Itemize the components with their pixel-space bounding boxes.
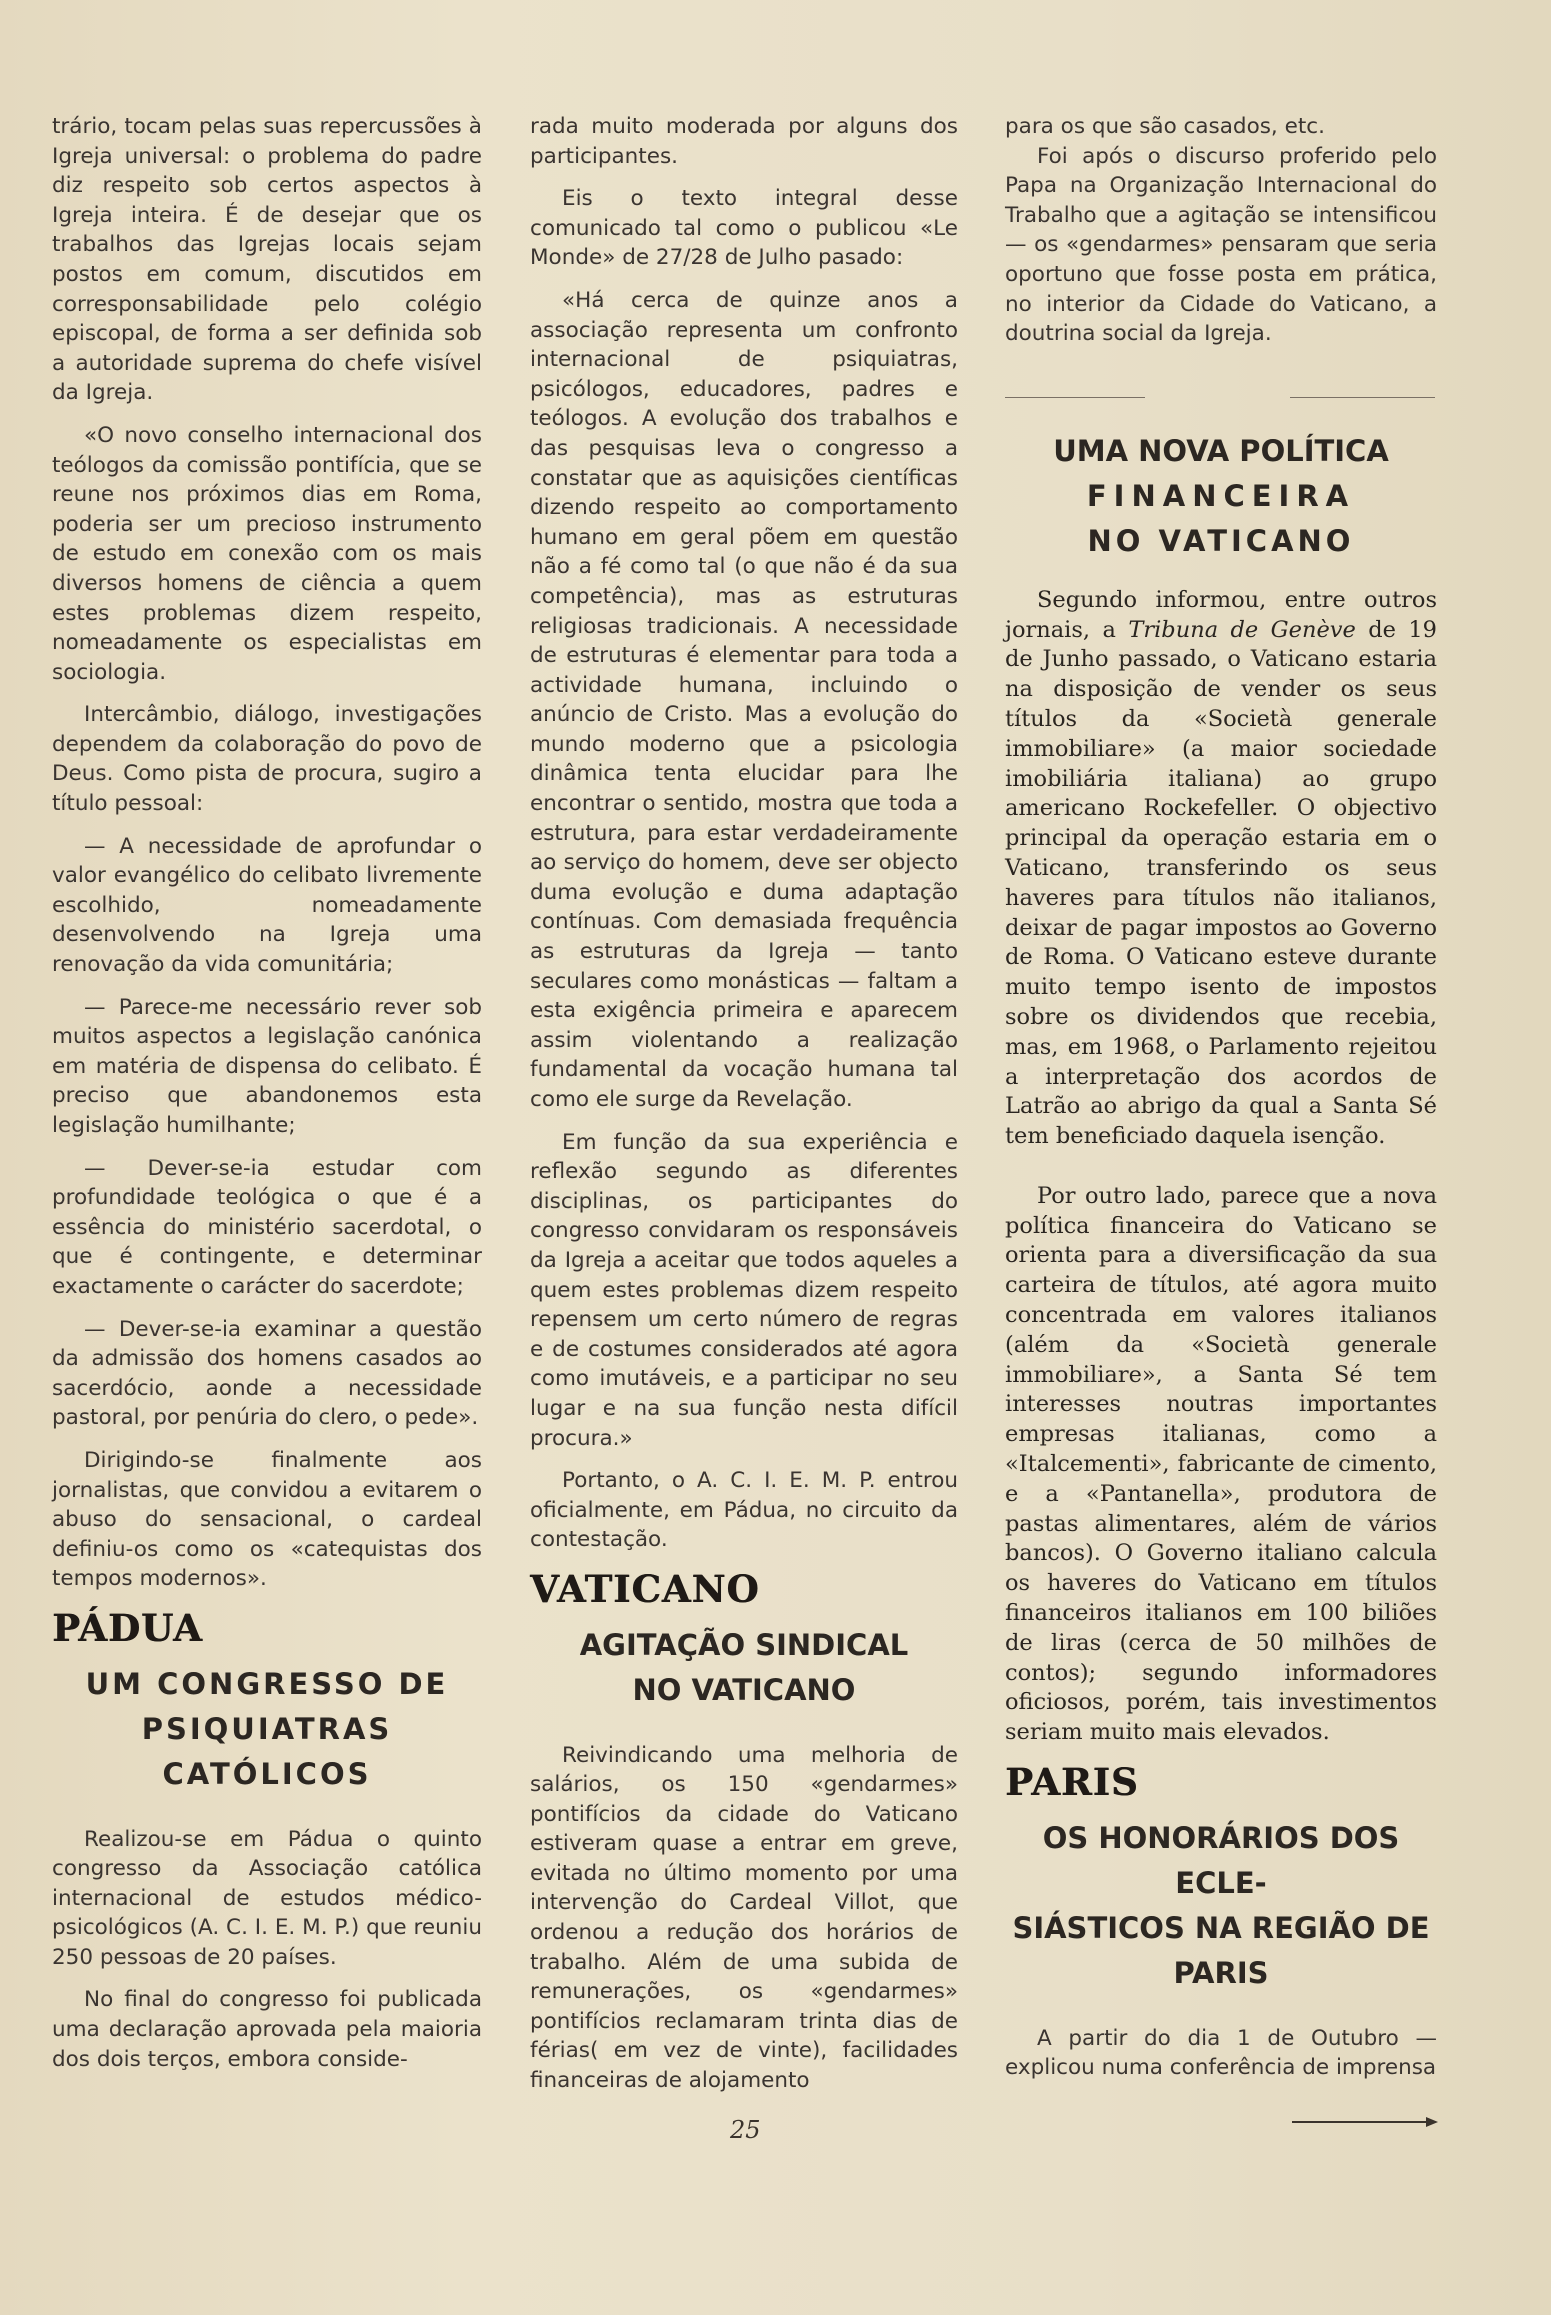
section-title-vaticano: VATICANO bbox=[530, 1566, 760, 1611]
headline-line: NO VATICANO bbox=[1087, 523, 1355, 558]
divider-rule-right bbox=[1290, 397, 1435, 398]
col2-paragraph-1: rada muito moderada por alguns dos participantes. bbox=[530, 114, 958, 169]
col3-paragraph-1: para os que são casados, etc. bbox=[1005, 114, 1325, 139]
col1-list-item-3: — Dever-se-ia estudar com profundidade teológica o que é a essência do ministério sacerdotal, o que é contingente, e determinar exactamente o carácter do sacerdote; bbox=[52, 1155, 482, 1299]
headline-line: OS HONORÁRIOS DOS ECLE- bbox=[1042, 1820, 1400, 1900]
paris-paragraph-1: A partir do dia 1 de Outubro — explicou numa conferência de imprensa bbox=[1005, 2025, 1437, 2081]
headline-line: SIÁSTICOS NA REGIÃO DE bbox=[1012, 1910, 1430, 1945]
col1-paragraph-final: Dirigindo-se finalmente aos jornalistas, que convidou a evitarem o abuso do sensacional, o cardeal definiu-os como os «catequistas dos tempos modernos». bbox=[52, 1447, 482, 1592]
section-title-padua: PÁDUA bbox=[52, 1605, 203, 1650]
headline-nova-politica-financeira bbox=[1005, 429, 1437, 564]
col1-list-item-4: — Dever-se-ia examinar a questão da admissão dos homens casados ao sacerdócio, aonde a necessidade pastoral, por penúria do clero, o pede». bbox=[52, 1316, 482, 1431]
col1-list-item-1: — A necessidade de aprofundar o valor evangélico do celibato livremente escolhido, nomeadamente desenvolvendo na Igreja uma renovação da vida comunitária; bbox=[52, 833, 482, 978]
col3-paragraph-2: Foi após o discurso proferido pelo Papa na Organização Internacional do Trabalho que a agitação se intensificou — os «gendarmes» pensaram que seria oportuno que fosse posta em prática, no interior da Cidade do Vaticano, a doutrina social da Igreja. bbox=[1005, 143, 1437, 347]
headline-line: FINANCEIRA bbox=[1086, 478, 1356, 513]
financeira-text: de 19 de Junho passado, o Vaticano estaria na disposição de vender os seus títulos da «Società generale immobiliare» (a maior sociedade imobiliária italiana) ao grupo americano Rockefeller. O objectivo principal da operação estaria em o Vaticano, transferindo os seus haveres para títulos não italianos, deixar de pagar impostos ao Governo de Roma. O Vaticano esteve durante muito tempo isento de impostos sobre os dividendos que recebia, mas, em 1968, o Parlamento rejeitou a interpretação dos acordos de Latrão ao abrigo da qual a Santa Sé tem beneficiado daquela isenção. bbox=[1005, 616, 1437, 1150]
publication-name: Tribuna de Genève bbox=[1128, 616, 1356, 643]
headline-line: NO VATICANO bbox=[632, 1672, 856, 1707]
headline-congresso-psiquiatras: UM CONGRESSO DE PSIQUIATRAS CATÓLICOS bbox=[85, 1666, 449, 1791]
page-number: 25 bbox=[730, 2116, 761, 2144]
col1-paragraph-1: trário, tocam pelas suas repercussões à Igreja universal: o problema do padre diz respeito sob certos aspectos à Igreja inteira. É de desejar que os trabalhos das Igrejas locais sejam postos em comum, discutidos em corresponsabilidade pelo colégio episcopal, de forma a ser definida sob a autoridade suprema do chefe visível da Igreja. bbox=[52, 114, 482, 406]
column-3 bbox=[1005, 112, 1437, 2096]
column-1 bbox=[52, 112, 482, 2087]
continue-arrow-icon bbox=[1290, 2112, 1440, 2132]
vaticano-paragraph-1: Reivindicando uma melhoria de salários, os 150 «gendarmes» pontifícios da cidade do Vaticano estiveram quase a entrar em greve, evitada no último momento por uma intervenção do Cardeal Villot, que ordenou a redução dos horários de trabalho. Além de uma subida de remunerações, os «gendarmes» pontifícios reclamaram trinta dias de férias( em vez de vinte), facilidades financeiras de alojamento bbox=[530, 1742, 958, 2094]
col2-quote-paragraph-1: «Há cerca de quinze anos a associação representa um confronto internacional de psiquiatras, psicólogos, educadores, padres e teólogos. A evolução dos trabalhos e das pesquisas leva o congresso a constatar que as aquisições científicas dizendo respeito ao comportamento humano em geral põem em questão não a fé como tal (o que não é da sua competência), mas as estruturas religiosas tradicionais. A necessidade de estruturas é elementar para toda a actividade humana, incluindo o anúncio de Cristo. Mas a evolução do mundo moderno que a psicologia dinâmica tenta elucidar para lhe encontrar o sentido, mostra que toda a estrutura, para estar verdadeiramente ao serviço do homem, deve ser objecto duma evolução e duma adaptação contínuas. Com demasiada frequência as estruturas da Igreja — tanto seculares como monásticas — faltam a esta exigência primeira e aparecem assim violentando a realização fundamental da vocação humana tal como ele surge da Revelação. bbox=[530, 287, 958, 1112]
section-divider bbox=[1005, 383, 1437, 413]
col1-paragraph-2: «O novo conselho internacional dos teólogos da comissão pontifícia, que se reune nos próximos dias em Roma, poderia ser um precioso instrumento de estudo em conexão com os mais diversos homens de ciência a quem estes problemas dizem respeito, nomeadamente os especialistas em sociologia. bbox=[52, 422, 482, 685]
col2-quote-paragraph-2: Em função da sua experiência e reflexão segundo as diferentes disciplinas, os participantes do congresso convidaram os responsáveis da Igreja a aceitar que todos aqueles a quem estes problemas dizem respeito repensem um certo número de regras e de costumes considerados até agora como imutáveis, e a participar no seu lugar e na sua função nesta difícil procura.» bbox=[530, 1129, 958, 1451]
col2-paragraph-final: Portanto, o A. C. I. E. M. P. entrou oficialmente, em Pádua, no circuito da contestação. bbox=[530, 1468, 958, 1553]
divider-rule-left bbox=[1005, 397, 1145, 398]
section-title-paris: PARIS bbox=[1005, 1760, 1139, 1805]
headline-line: UMA NOVA POLÍTICA bbox=[1053, 433, 1389, 468]
headline-honorarios-eclesiasticos bbox=[1005, 1816, 1437, 1996]
col1-list-item-2: — Parece-me necessário rever sob muitos aspectos a legislação canónica em matéria de dispensa do celibato. É preciso que abandonemos esta legislação humilhante; bbox=[52, 994, 482, 1138]
headline-line: PARIS bbox=[1173, 1955, 1269, 1990]
padua-paragraph-1: Realizou-se em Pádua o quinto congresso da Associação católica internacional de estudos médico-psicológicos (A. C. I. E. M. P.) que reuniu 250 pessoas de 20 países. bbox=[52, 1826, 482, 1970]
financeira-paragraph-2: Por outro lado, parece que a nova política financeira do Vaticano se orienta para a diversificação da sua carteira de títulos, até agora muito concentrada em valores italianos (além da «Società generale immobiliare», a Santa Sé tem interesses noutras importantes empresas italianas, como a «Italcementi», fabricante de cimento, e a «Pantanella», produtora de pastas alimentares, além de vários bancos). O Governo italiano calcula os haveres do Vaticano em títulos financeiros italianos em 100 biliões de liras (cerca de 50 milhões de contos); segundo informadores oficiosos, porém, tais investimentos seriam muito mais elevados. bbox=[1005, 1182, 1437, 1746]
financeira-paragraph-1 bbox=[1005, 586, 1437, 1152]
padua-paragraph-2: No final do congresso foi publicada uma declaração aprovada pela maioria dos dois terços, embora conside- bbox=[52, 1987, 482, 2072]
headline-line: AGITAÇÃO SINDICAL bbox=[579, 1627, 909, 1662]
column-2 bbox=[530, 112, 958, 2109]
col1-paragraph-3: Intercâmbio, diálogo, investigações dependem da colaboração do povo de Deus. Como pista de procura, sugiro a título pessoal: bbox=[52, 702, 482, 817]
headline-agitacao-sindical bbox=[530, 1623, 958, 1713]
col2-paragraph-2: Eis o texto integral desse comunicado tal como o publicou «Le Monde» de 27/28 de Julho pasado: bbox=[530, 186, 958, 271]
financeira-text: Segundo informou, entre outros jornais, a bbox=[1005, 586, 1437, 643]
